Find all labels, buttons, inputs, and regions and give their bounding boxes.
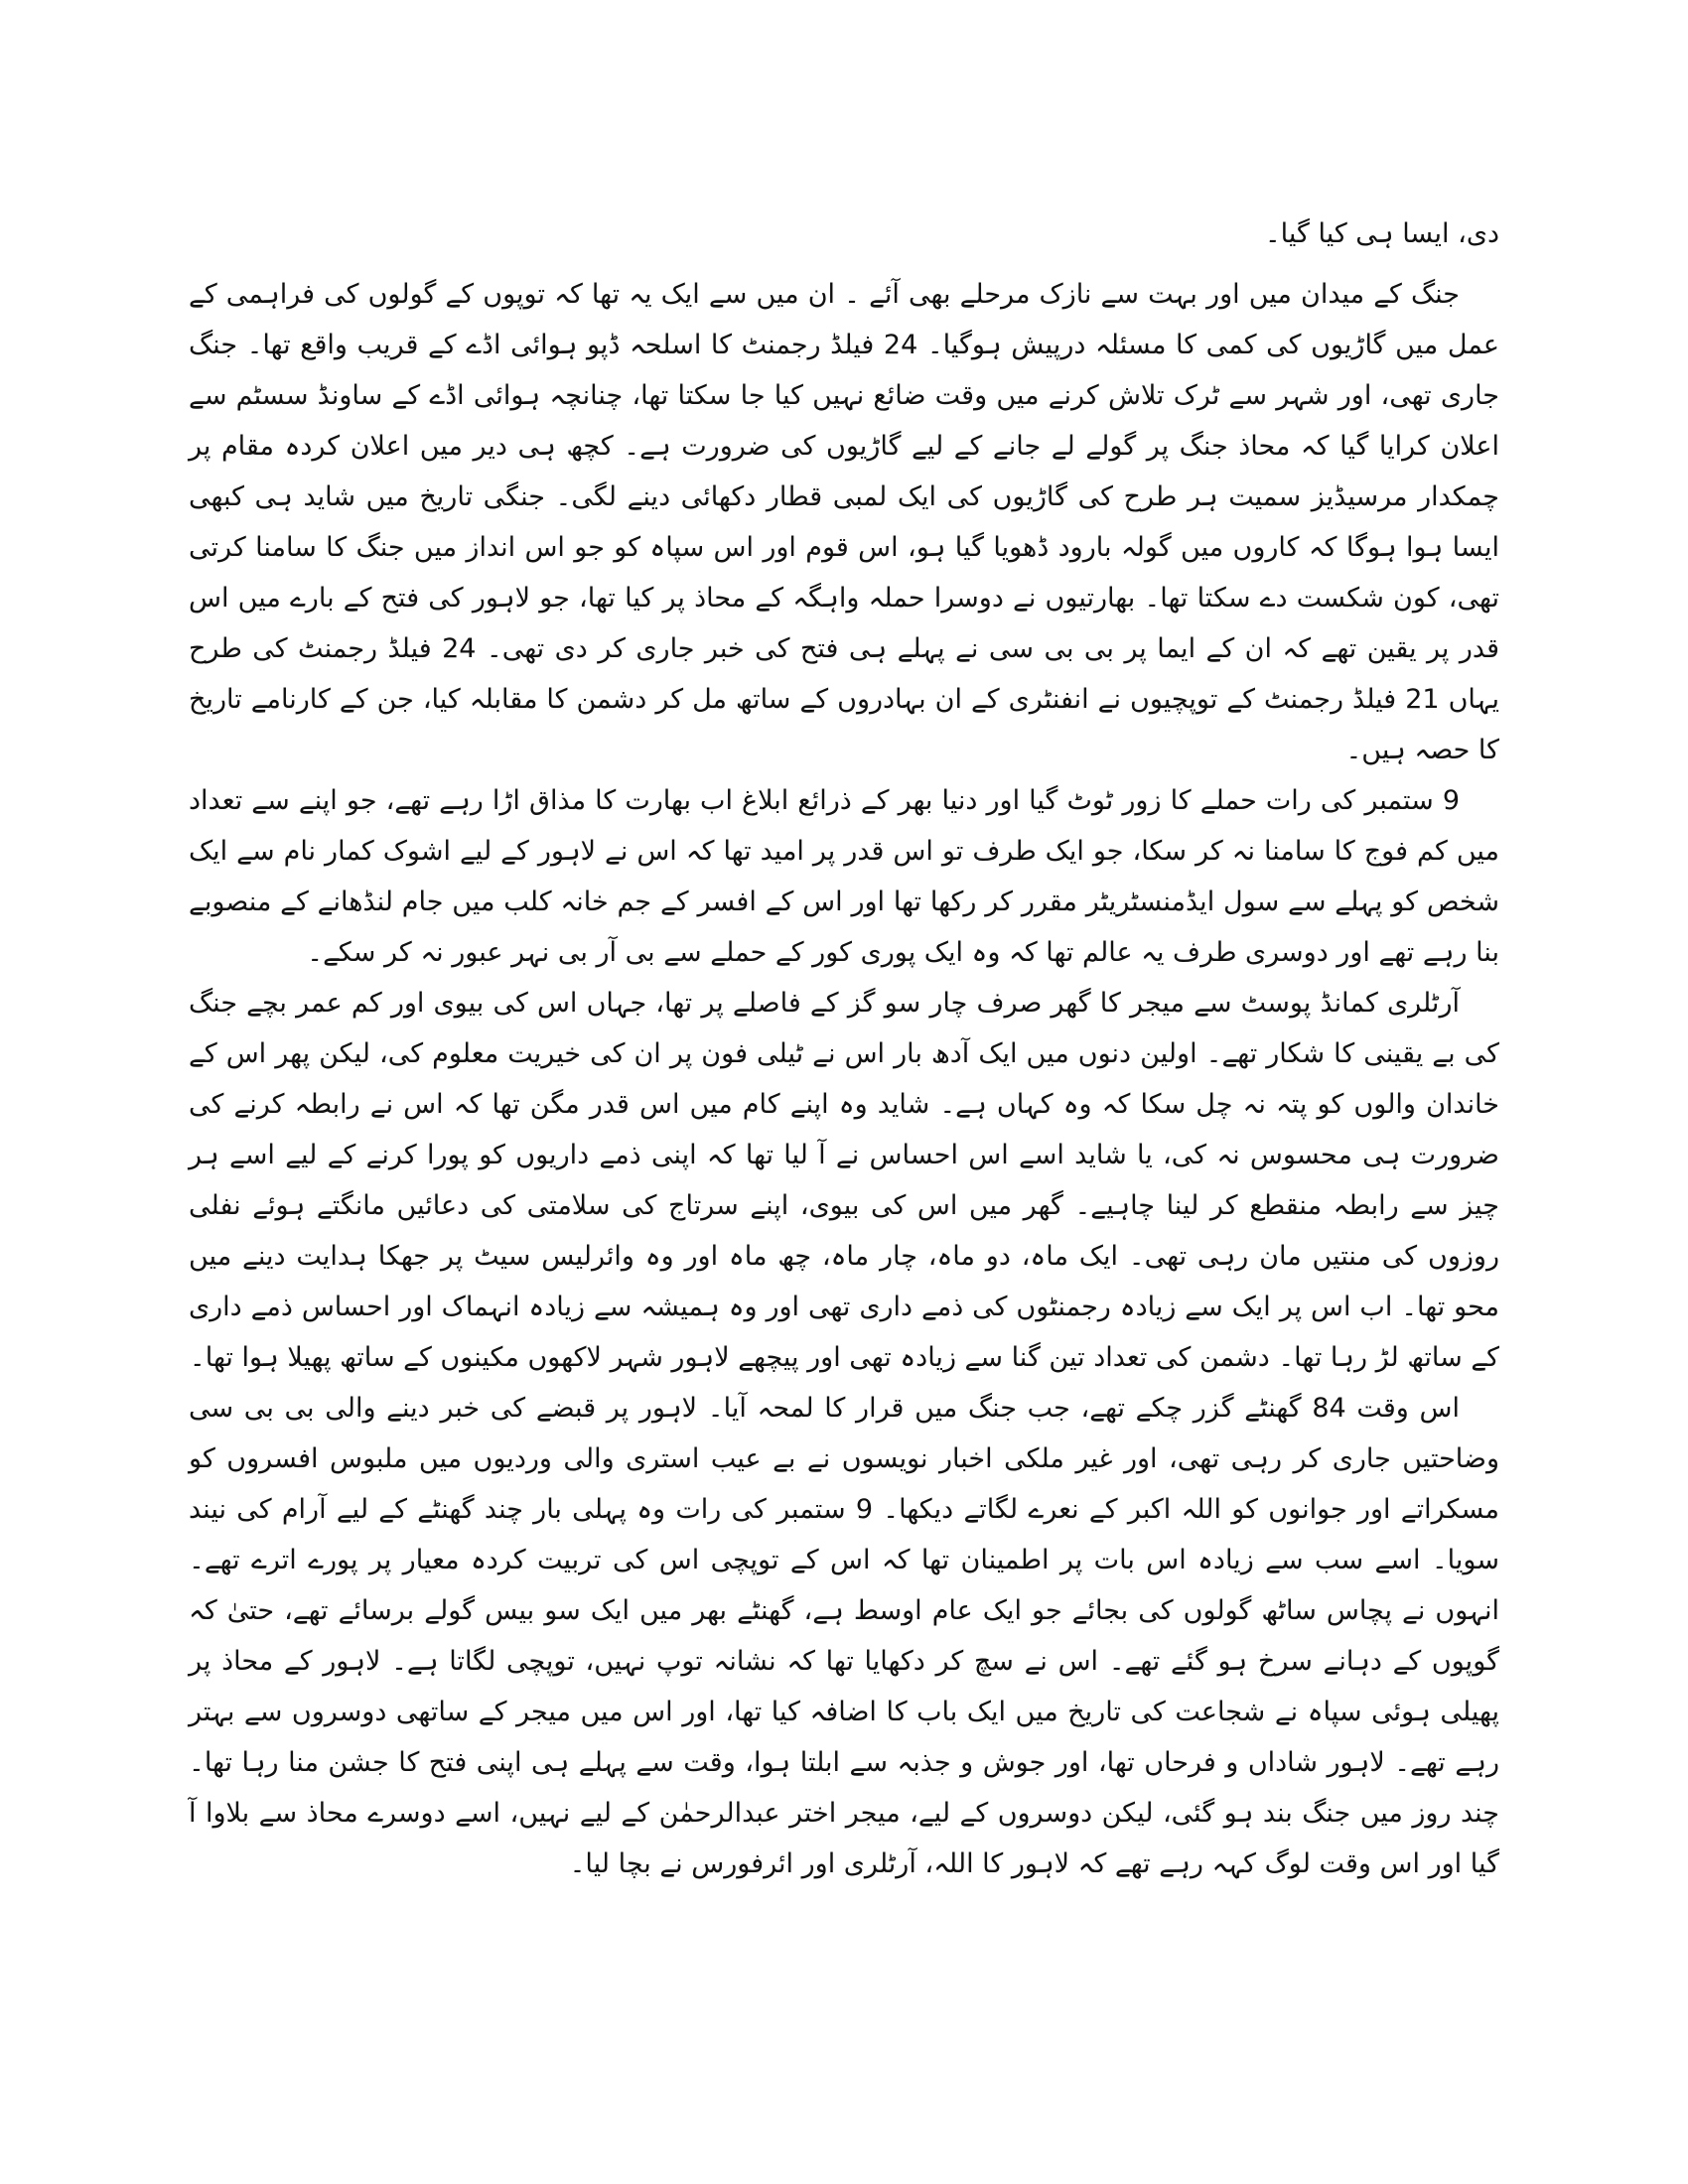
paragraph: دی، ایسا ہی کیا گیا۔ xyxy=(1264,218,1499,249)
paragraph: اس وقت 84 گھنٹے گزر چکے تھے، جب جنگ میں قرار کا لمحہ آیا۔ لاہور پر قبضے کی خبر دینے والی بی بی سی وضاحتیں جاری کر رہی تھی، اور غیر ملکی اخبار نویسوں نے بے عیب استری والی وردیوں میں ملبوس افسروں کو مسکراتے اور جوانوں کو اللہ اکبر کے نعرے لگاتے دیکھا۔ 9 ستمبر کی رات وہ پہلی بار چند گھنٹے کے لیے آرام کی نیند سویا۔ اسے سب سے زیادہ اس بات پر اطمینان تھا کہ اس کے توپچی اس کی تربیت کردہ معیار پر پورے اترے تھے۔ انہوں نے پچاس ساٹھ گولوں کی بجائے جو ایک عام اوسط ہے، گھنٹے بھر میں ایک سو بیس گولے برسائے تھے، حتیٰ کہ گوپوں کے دہانے سرخ ہو گئے تھے۔ اس نے سچ کر دکھایا تھا کہ نشانہ توپ نہیں، توپچی لگاتا ہے۔ لاہور کے محاذ پر پھیلی ہوئی سپاہ نے شجاعت کی تاریخ میں ایک باب کا اضافہ کیا تھا، اور اس میں میجر کے ساتھی دوسروں سے بہتر رہے تھے۔ لاہور شاداں و فرحاں تھا، اور جوش و جذبہ سے ابلتا ہوا، وقت سے پہلے ہی اپنی فتح کا جشن منا رہا تھا۔ چند روز میں جنگ بند ہو گئی، لیکن دوسروں کے لیے، میجر اختر عبدالرحمٰن کے لیے نہیں، اسے دوسرے محاذ سے بلاوا آ گیا اور اس وقت لوگ کہہ رہے تھے کہ لاہور کا اللہ، آرٹلری اور ائرفورس نے بچا لیا۔ xyxy=(189,1393,1499,1879)
paragraph: آرٹلری کمانڈ پوسٹ سے میجر کا گھر صرف چار سو گز کے فاصلے پر تھا، جہاں اس کی بیوی اور کم عمر بچے جنگ کی بے یقینی کا شکار تھے۔ اولین دنوں میں ایک آدھ بار اس نے ٹیلی فون پر ان کی خیریت معلوم کی، لیکن پھر اس کے خاندان والوں کو پتہ نہ چل سکا کہ وہ کہاں ہے۔ شاید وہ اپنے کام میں اس قدر مگن تھا کہ اس نے رابطہ کرنے کی ضرورت ہی محسوس نہ کی، یا شاید اسے اس احساس نے آ لیا تھا کہ اپنی ذمے داریوں کو پورا کرنے کے لیے اسے ہر چیز سے رابطہ منقطع کر لینا چاہیے۔ گھر میں اس کی بیوی، اپنے سرتاج کی سلامتی کی دعائیں مانگتے ہوئے نفلی روزوں کی منتیں مان رہی تھی۔ ایک ماہ، دو ماہ، چار ماہ، چھ ماہ اور وہ وائرلیس سیٹ پر جھکا ہدایت دینے میں محو تھا۔ اب اس پر ایک سے زیادہ رجمنٹوں کی ذمے داری تھی اور وہ ہمیشہ سے زیادہ انہماک اور احساس ذمے داری کے ساتھ لڑ رہا تھا۔ دشمن کی تعداد تین گنا سے زیادہ تھی اور پیچھے لاہور شہر لاکھوں مکینوں کے ساتھ پھیلا ہوا تھا۔ xyxy=(189,988,1499,1373)
paragraph: جنگ کے میدان میں اور بہت سے نازک مرحلے بھی آئے ۔ ان میں سے ایک یہ تھا کہ توپوں کے گولوں کی فراہمی کے عمل میں گاڑیوں کی کمی کا مسئلہ درپیش ہوگیا۔ 24 فیلڈ رجمنٹ کا اسلحہ ڈپو ہوائی اڈے کے قریب واقع تھا۔ جنگ جاری تھی، اور شہر سے ٹرک تلاش کرنے میں وقت ضائع نہیں کیا جا سکتا تھا، چنانچہ ہوائی اڈے کے ساونڈ سسٹم سے اعلان کرایا گیا کہ محاذ جنگ پر گولے لے جانے کے لیے گاڑیوں کی ضرورت ہے۔ کچھ ہی دیر میں اعلان کردہ مقام پر چمکدار مرسیڈیز سمیت ہر طرح کی گاڑیوں کی ایک لمبی قطار دکھائی دینے لگی۔ جنگی تاریخ میں شاید ہی کبھی ایسا ہوا ہوگا کہ کاروں میں گولہ بارود ڈھویا گیا ہو، اس قوم اور اس سپاہ کو جو اس انداز میں جنگ کا سامنا کرتی تھی، کون شکست دے سکتا تھا۔ بھارتیوں نے دوسرا حملہ واہگہ کے محاذ پر کیا تھا، جو لاہور کی فتح کے بارے میں اس قدر پر یقین تھے کہ ان کے ایما پر بی بی سی نے پہلے ہی فتح کی خبر جاری کر دی تھی۔ 24 فیلڈ رجمنٹ کی طرح یہاں 21 فیلڈ رجمنٹ کے توپچیوں نے انفنٹری کے ان بہادروں کے ساتھ مل کر دشمن کا مقابلہ کیا، جن کے کارنامے تاریخ کا حصہ ہیں۔ xyxy=(189,279,1500,765)
paragraph: 9 ستمبر کی رات حملے کا زور ٹوٹ گیا اور دنیا بھر کے ذرائع ابلاغ اب بھارت کا مذاق اڑا رہے تھے، جو اپنے سے تعداد میں کم فوج کا سامنا نہ کر سکا، جو ایک طرف تو اس قدر پر امید تھا کہ اس نے لاہور کے لیے اشوک کمار نام سے ایک شخص کو پہلے سے سول ایڈمنسٹریٹر مقرر کر رکھا تھا اور اس کے افسر کے جم خانہ کلب میں جام لنڈھانے کے منصوبے بنا رہے تھے اور دوسری طرف یہ عالم تھا کہ وہ ایک پوری کور کے حملے سے بی آر بی نہر عبور نہ کر سکے۔ xyxy=(189,785,1499,968)
document-page xyxy=(189,208,1499,2095)
